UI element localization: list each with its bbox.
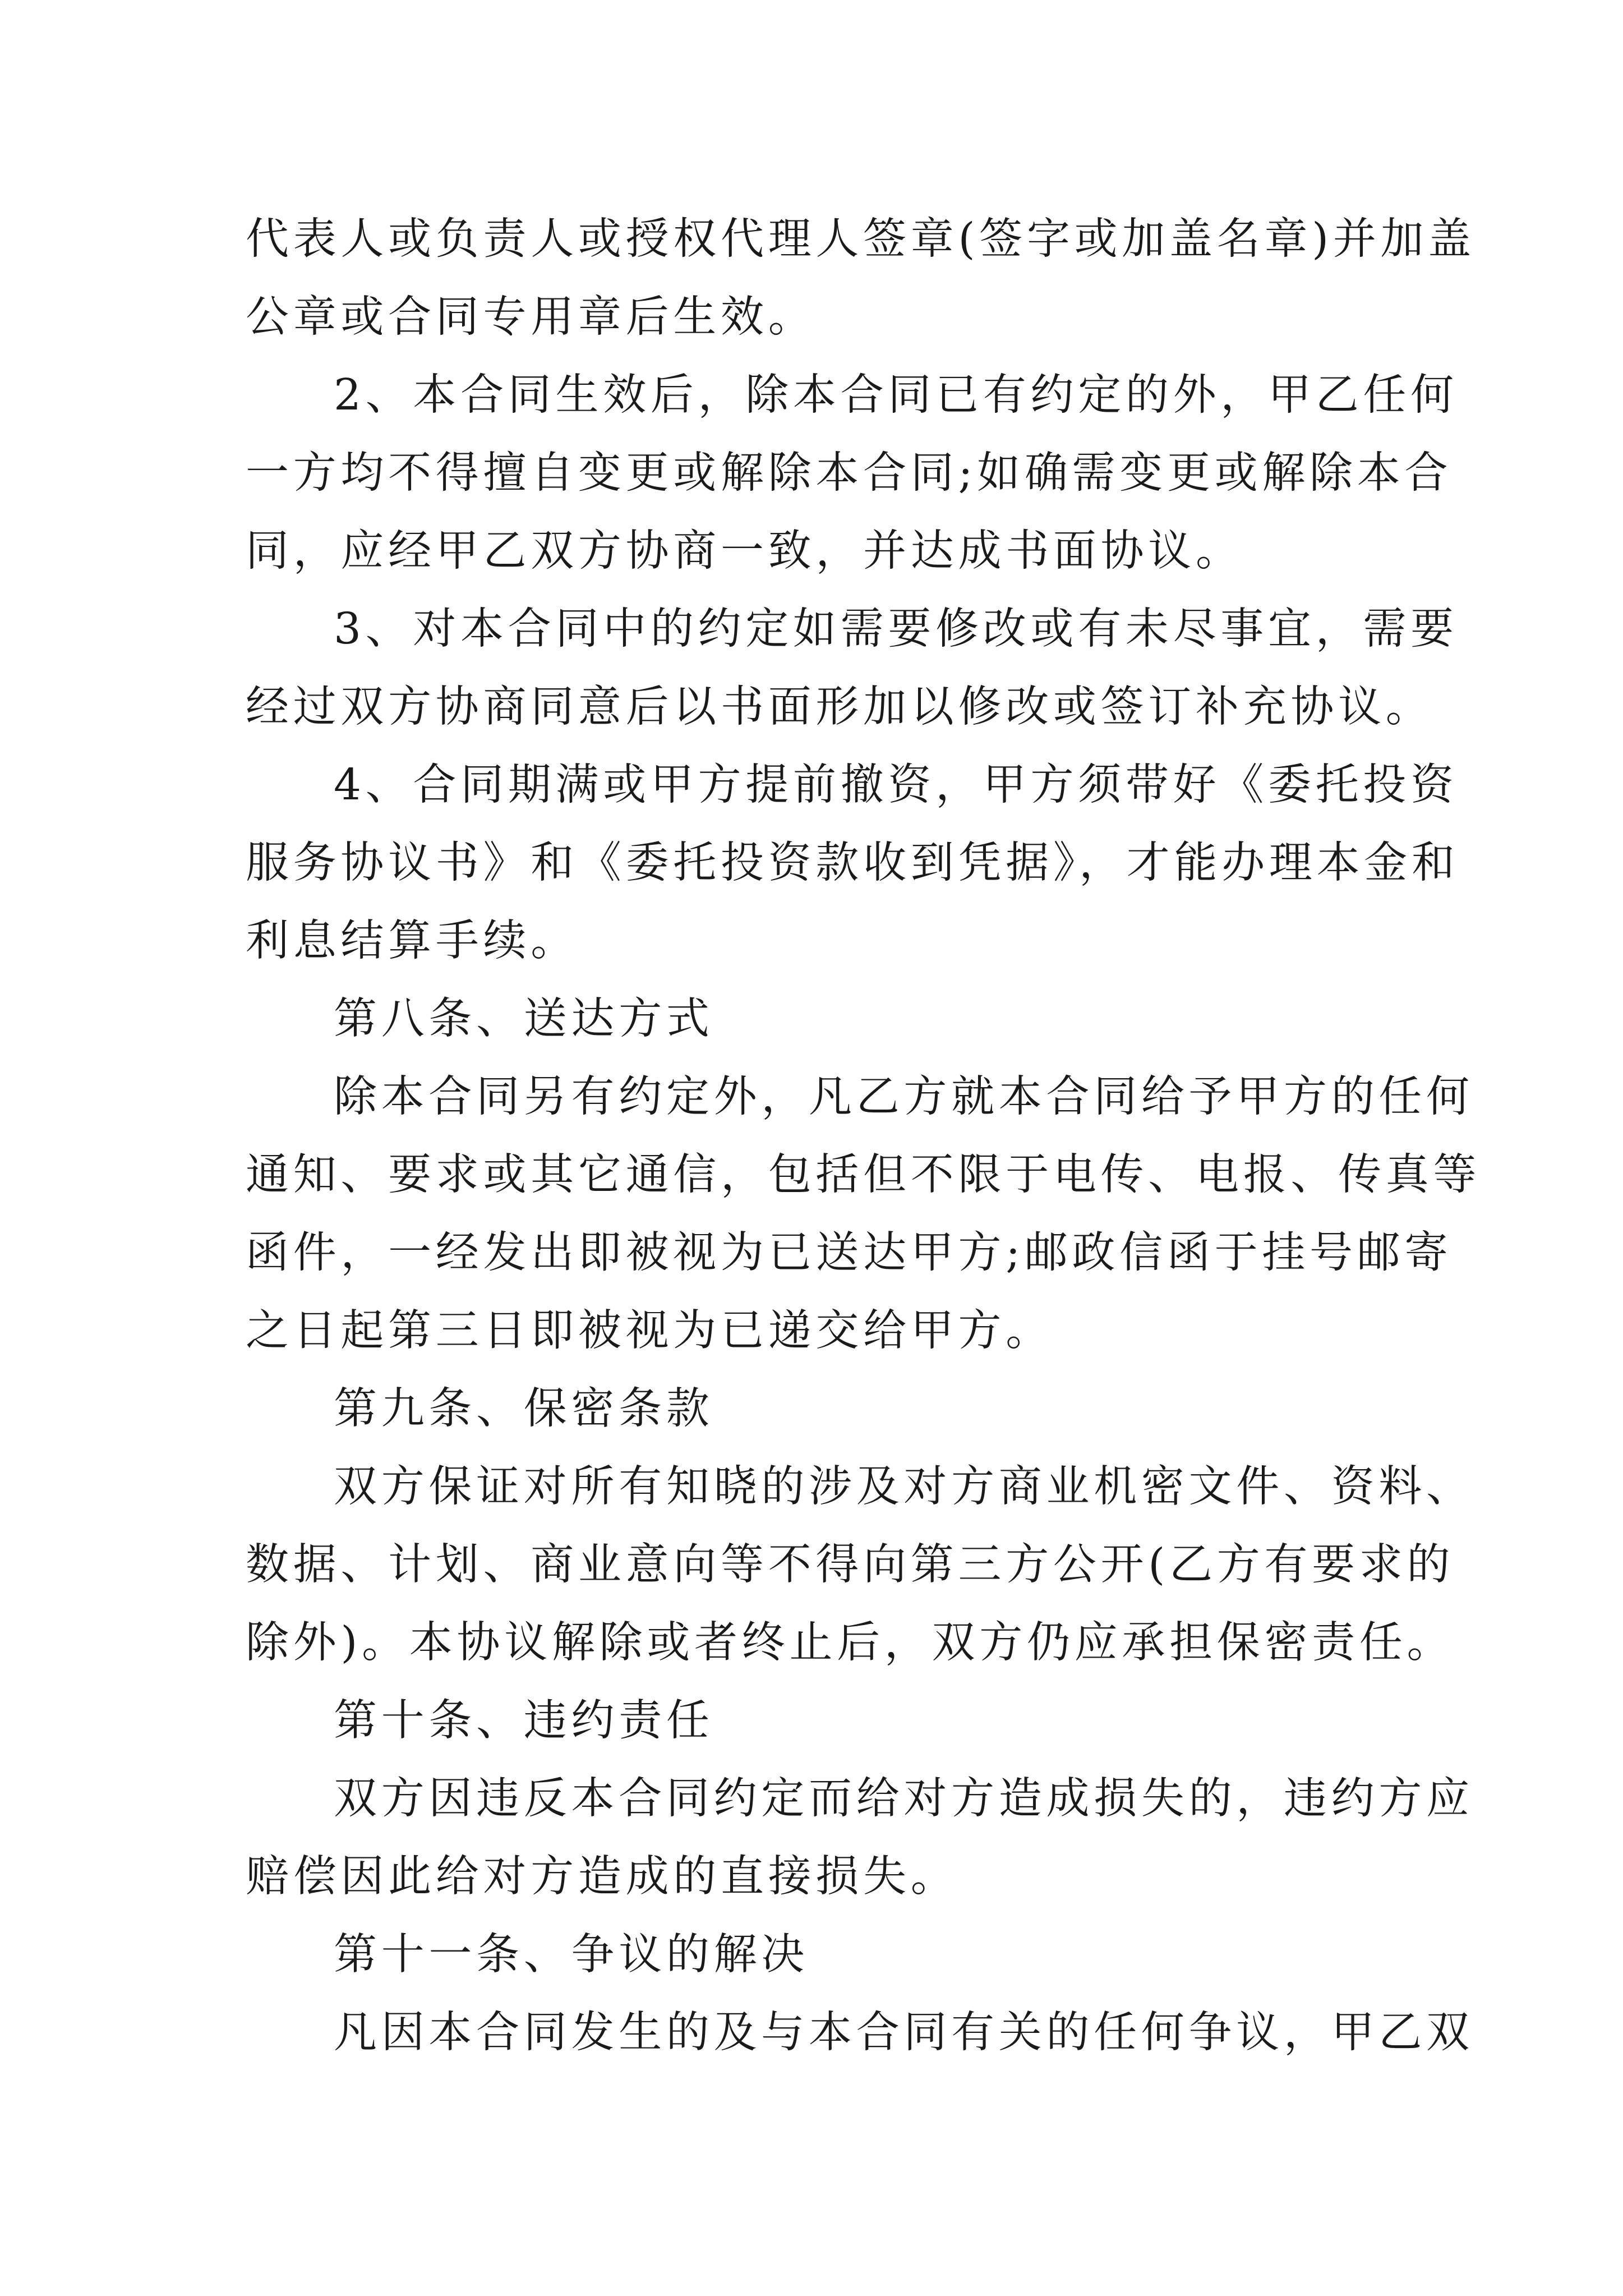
- text-line: 数据、计划、商业意向等不得向第三方公开(乙方有要求的: [246, 1540, 1455, 1590]
- text-line: 4、合同期满或甲方提前撤资，甲方须带好《委托投资: [334, 760, 1458, 810]
- text-line: 凡因本合同发生的及与本合同有关的任何争议，甲乙双: [334, 2008, 1474, 2058]
- section-heading: 第十条、违约责任: [334, 1696, 714, 1746]
- text-line: 服务协议书》和《委托投资款收到凭据》，才能办理本金和: [246, 838, 1459, 888]
- section-heading: 第十一条、争议的解决: [334, 1930, 809, 1980]
- text-line: 一方均不得擅自变更或解除本合同;如确需变更或解除本合: [246, 448, 1453, 498]
- text-line: 双方因违反本合同约定而给对方造成损失的，违约方应: [334, 1774, 1474, 1824]
- text-line: 通知、要求或其它通信，包括但不限于电传、电报、传真等: [246, 1150, 1481, 1200]
- text-line: 除外)。本协议解除或者终止后，双方仍应承担保密责任。: [246, 1618, 1455, 1668]
- text-line: 代表人或负责人或授权代理人签章(签字或加盖名章)并加盖: [246, 214, 1476, 264]
- text-line: 经过双方协商同意后以书面形加以修改或签订补充协议。: [246, 682, 1433, 732]
- text-line: 除本合同另有约定外，凡乙方就本合同给予甲方的任何: [334, 1072, 1474, 1122]
- section-heading: 第九条、保密条款: [334, 1384, 714, 1434]
- text-line: 双方保证对所有知晓的涉及对方商业机密文件、资料、: [334, 1462, 1474, 1512]
- text-line: 3、对本合同中的约定如需要修改或有未尽事宜，需要: [334, 604, 1458, 654]
- text-line: 利息结算手续。: [246, 916, 578, 966]
- text-line: 同，应经甲乙双方协商一致，并达成书面协议。: [246, 526, 1243, 576]
- text-line: 之日起第三日即被视为已递交给甲方。: [246, 1306, 1053, 1356]
- section-heading: 第八条、送达方式: [334, 994, 714, 1044]
- text-line: 2、本合同生效后，除本合同已有约定的外，甲乙任何: [334, 370, 1458, 420]
- text-line: 公章或合同专用章后生效。: [246, 292, 816, 342]
- text-line: 函件，一经发出即被视为已送达甲方;邮政信函于挂号邮寄: [246, 1228, 1453, 1278]
- text-line: 赔偿因此给对方造成的直接损失。: [246, 1852, 958, 1902]
